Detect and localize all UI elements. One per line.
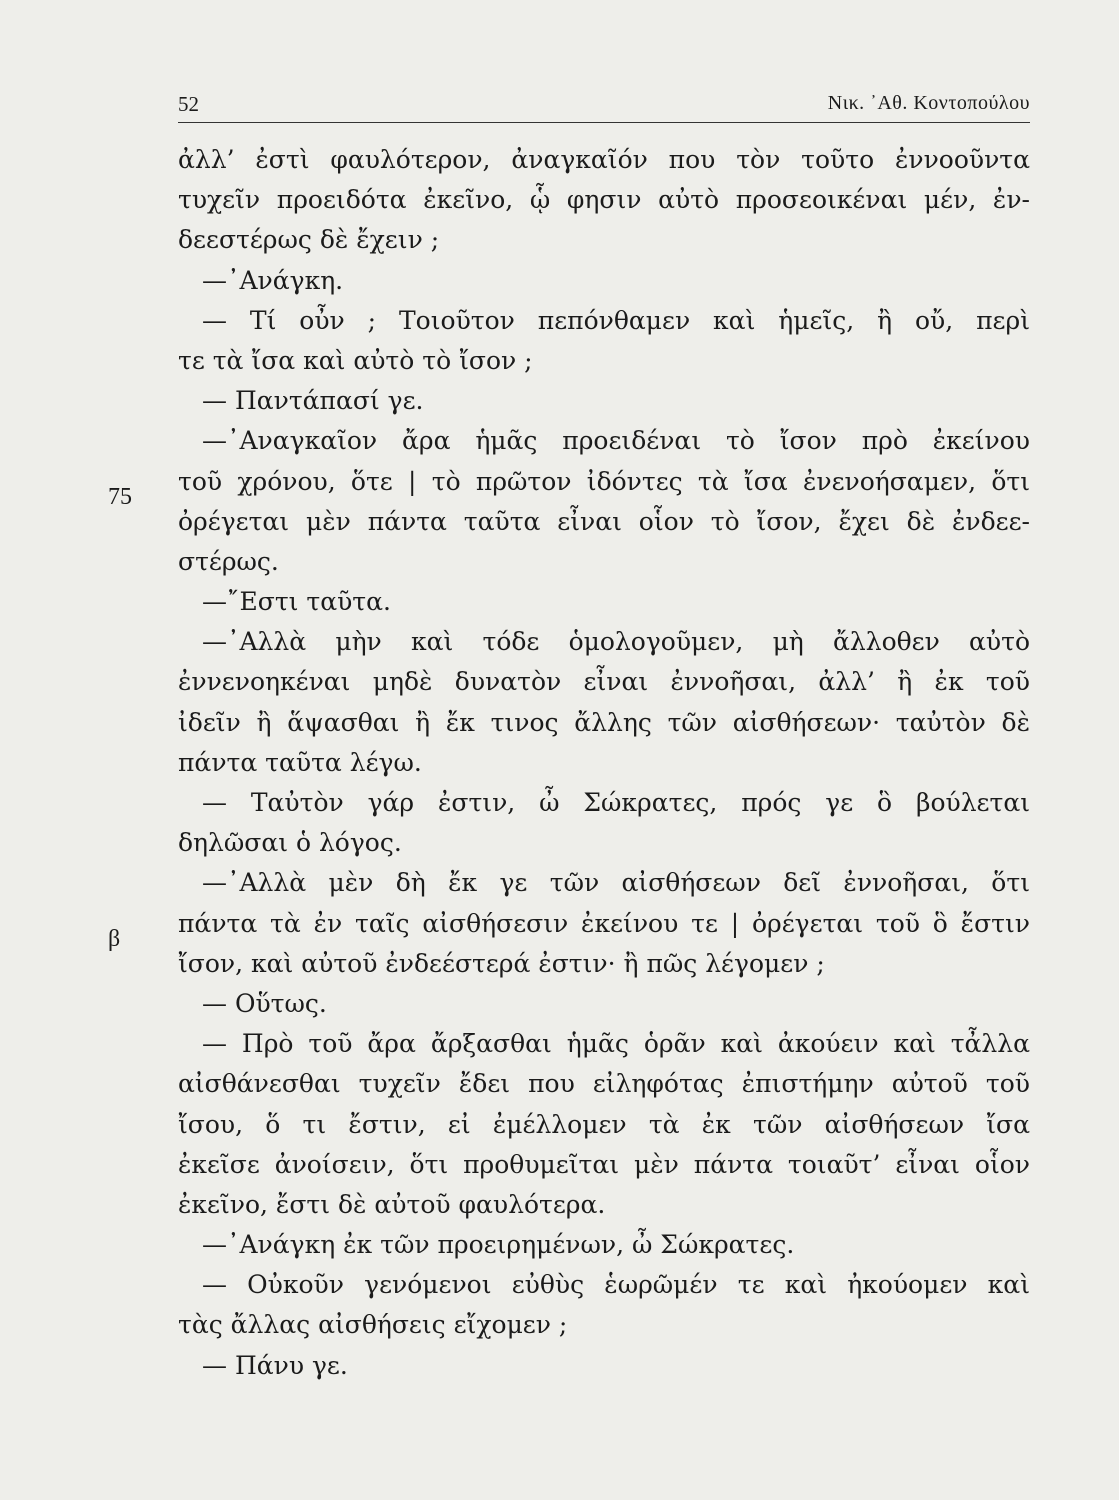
text-line: — Παντάπασί γε. (202, 386, 424, 416)
margin-section-marker: β (108, 926, 121, 952)
margin-line-number: 75 (108, 484, 132, 510)
text-line: —᾿Αλλὰ μὲν δὴ ἔκ γε τῶν αἰσθήσεων δεῖ ἐννοῆσαι, ὅτι (202, 868, 1030, 898)
running-head: Νικ. ᾿Αθ. Κοντοπούλου (827, 92, 1030, 114)
text-line: —᾿Αλλὰ μὴν καὶ τόδε ὁμολογοῦμεν, μὴ ἄλλοθεν αὐτὸ (202, 627, 1030, 657)
text-line: ἀλλ’ ἐστὶ φαυλότερον, ἀναγκαῖόν που τὸν τοῦτο ἐννοοῦντα (178, 145, 1030, 174)
text-line: ἐκεῖσε ἀνοίσειν, ὅτι προθυμεῖται μὲν πάντα τοιαῦτ’ εἶναι οἷον (178, 1149, 1030, 1179)
text-line: δεεστέρως δὲ ἔχειν ; (178, 225, 440, 255)
text-line: —῎Εστι ταῦτα. (202, 587, 391, 617)
text-line: —᾿Ανάγκη. (202, 265, 344, 295)
text-line: τὰς ἄλλας αἰσθήσεις εἴχομεν ; (178, 1310, 568, 1340)
text-line: τοῦ χρόνου, ὅτε | τὸ πρῶτον ἰδόντες τὰ ἴσα ἐνενοήσαμεν, ὅτι (178, 466, 1030, 496)
page-number: 52 (178, 92, 199, 116)
text-line: τε τὰ ἴσα καὶ αὐτὸ τὸ ἴσον ; (178, 345, 533, 375)
text-line: — Ταὐτὸν γάρ ἐστιν, ὦ Σώκρατες, πρός γε ὃ βούλεται (202, 788, 1030, 817)
text-line: ἐννενοηκέναι μηδὲ δυνατὸν εἶναι ἐννοῆσαι, ἀλλ’ ἢ ἐκ τοῦ (178, 667, 1030, 697)
body-text (178, 140, 1030, 1386)
text-line: — Τί οὖν ; Τοιοῦτον πεπόνθαμεν καὶ ἡμεῖς, ἢ οὔ, περὶ (202, 305, 1030, 335)
text-line: πάντα τὰ ἐν ταῖς αἰσθήσεσιν ἐκείνου τε | ὀρέγεται τοῦ ὃ ἔστιν (178, 908, 1030, 938)
text-line: — Πρὸ τοῦ ἄρα ἄρξασθαι ἡμᾶς ὁρᾶν καὶ ἀκούειν καὶ τἆλλα (202, 1029, 1030, 1059)
text-line: στέρως. (178, 546, 279, 576)
text-line: ἴσον, καὶ αὐτοῦ ἐνδεέστερά ἐστιν· ἢ πῶς λέγομεν ; (178, 948, 825, 978)
text-line: τυχεῖν προειδότα ἐκεῖνο, ᾧ φησιν αὐτὸ προσεοικέναι μέν, ἐν- (178, 185, 1030, 215)
text-line: αἰσθάνεσθαι τυχεῖν ἔδει που εἰληφότας ἐπιστήμην αὐτοῦ τοῦ (178, 1069, 1030, 1099)
page-header (178, 92, 1030, 124)
header-rule (178, 122, 1030, 123)
text-line: ἐκεῖνο, ἔστι δὲ αὐτοῦ φαυλότερα. (178, 1189, 606, 1219)
text-line: ἴσου, ὅ τι ἔστιν, εἰ ἐμέλλομεν τὰ ἐκ τῶν αἰσθήσεων ἴσα (178, 1109, 1030, 1139)
text-line: — Πάνυ γε. (202, 1350, 348, 1380)
text-line: — Οὐκοῦν γενόμενοι εὐθὺς ἑωρῶμέν τε καὶ ἠκούομεν καὶ (202, 1270, 1030, 1300)
text-line: πάντα ταῦτα λέγω. (178, 747, 422, 777)
text-line: δηλῶσαι ὁ λόγος. (178, 828, 402, 858)
text-line: — Οὕτως. (202, 988, 327, 1018)
text-line: —᾿Αναγκαῖον ἄρα ἡμᾶς προειδέναι τὸ ἴσον πρὸ ἐκείνου (202, 426, 1030, 456)
text-line: ὀρέγεται μὲν πάντα ταῦτα εἶναι οἷον τὸ ἴσον, ἔχει δὲ ἐνδεε- (178, 506, 1030, 536)
text-line: —᾿Ανάγκη ἐκ τῶν προειρημένων, ὦ Σώκρατες. (202, 1230, 795, 1260)
text-line: ἰδεῖν ἢ ἅψασθαι ἢ ἔκ τινος ἄλλης τῶν αἰσθήσεων· ταὐτὸν δὲ (178, 707, 1030, 737)
